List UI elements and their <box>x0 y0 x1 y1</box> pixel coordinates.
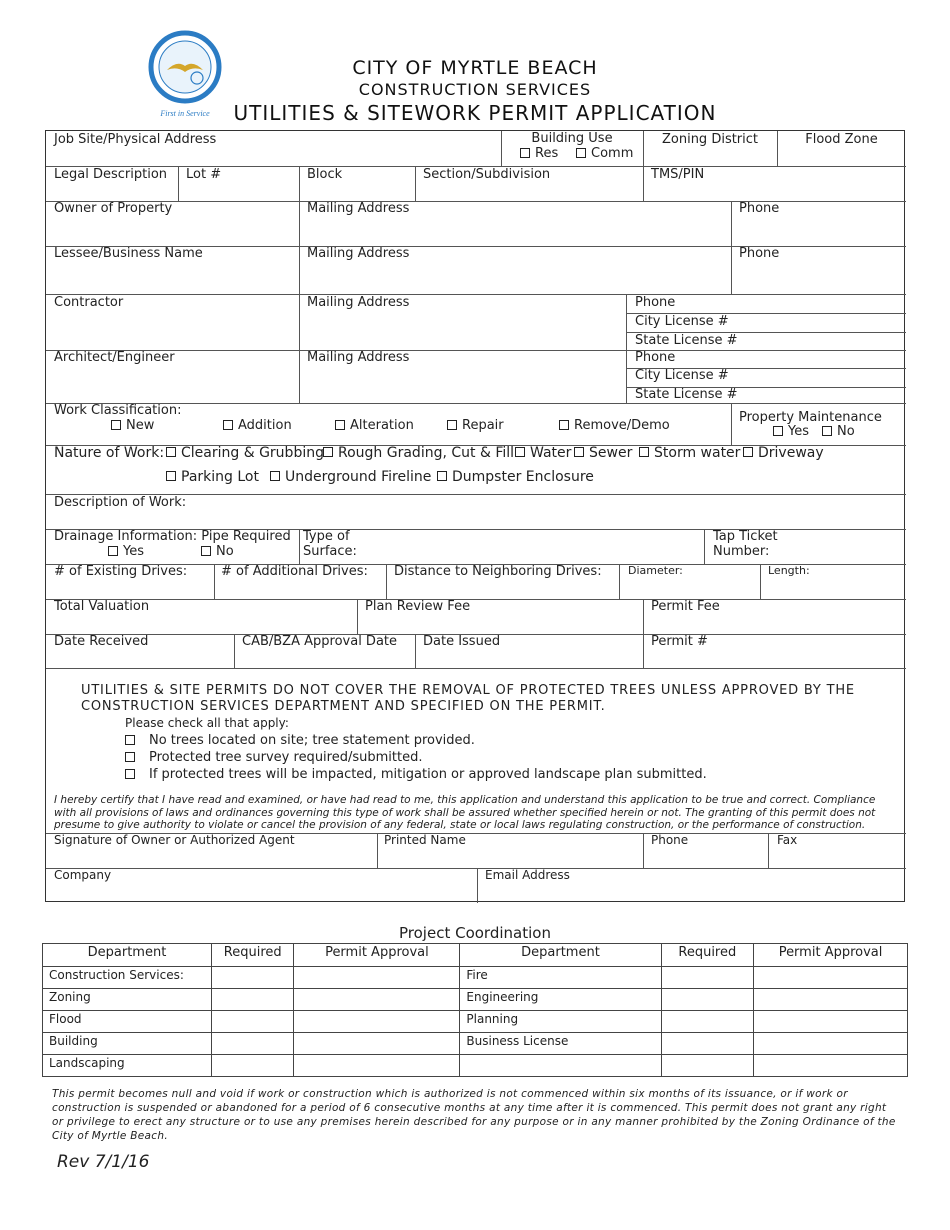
checkbox-icon <box>201 546 211 556</box>
column-header: Department <box>43 944 212 967</box>
surface-label: Surface: <box>303 544 357 559</box>
architect-city-license-label: City License # <box>635 368 729 383</box>
checkbox-icon <box>166 471 176 481</box>
building-use-label: Building Use <box>531 131 613 146</box>
checkbox-icon <box>520 148 530 158</box>
drainage-yes-label: Yes <box>123 544 144 559</box>
nw-driveway-checkbox[interactable] <box>743 446 824 461</box>
architect-state-license-label: State License # <box>635 387 738 402</box>
drainage-no-checkbox[interactable] <box>201 544 234 559</box>
column-header: Required <box>661 944 754 967</box>
checkbox-icon <box>125 752 135 762</box>
length-label: Length: <box>768 564 810 577</box>
checkbox-icon <box>576 148 586 158</box>
nw-parking-label: Parking Lot <box>181 469 259 485</box>
drainage-label: Drainage Information: Pipe Required <box>54 529 291 544</box>
required-cell[interactable] <box>211 989 293 1011</box>
checkbox-icon <box>125 735 135 745</box>
checkbox-icon <box>108 546 118 556</box>
column-header: Permit Approval <box>294 944 460 967</box>
department-cell <box>460 1055 661 1077</box>
required-cell[interactable] <box>661 989 754 1011</box>
comm-checkbox[interactable] <box>576 146 633 161</box>
contractor-phone-label: Phone <box>635 295 676 310</box>
section-label: Section/Subdivision <box>423 167 551 182</box>
project-coordination-title: Project Coordination <box>399 924 551 942</box>
architect-phone-label: Phone <box>635 350 676 365</box>
owner-phone-label: Phone <box>739 201 780 216</box>
description-label: Description of Work: <box>54 495 187 510</box>
required-cell[interactable] <box>211 1055 293 1077</box>
drainage-no-label: No <box>216 544 234 559</box>
table-row <box>43 1055 908 1077</box>
checkbox-icon <box>822 426 832 436</box>
company-label: Company <box>54 868 112 882</box>
department-cell: Fire <box>460 967 661 989</box>
additional-drives-label: # of Additional Drives: <box>221 564 368 579</box>
checkbox-icon <box>111 420 121 430</box>
owner-label: Owner of Property <box>54 201 173 216</box>
svg-text:First in Service: First in Service <box>160 109 210 118</box>
department-name: CONSTRUCTION SERVICES <box>358 80 592 99</box>
contractor-mailing-label: Mailing Address <box>307 295 410 310</box>
department-cell: Zoning <box>43 989 212 1011</box>
permit-disclaimer: This permit becomes null and void if work or construction which is authorized is not commenced within six months of its issuance, or if work or construction is suspended or abandoned for a period of 6 consecutive months at any time after it is commenced. This permit does not grant any right or privilege to erect any structure or to use any premises herein described for any purpose or in any manner prohibited by the Zoning Ordinance of the City of Myrtle Beach. <box>52 1088 896 1142</box>
lessee-mailing-label: Mailing Address <box>307 246 410 261</box>
wc-new-label: New <box>126 418 155 433</box>
checkbox-icon <box>639 447 649 457</box>
wc-alteration-checkbox[interactable] <box>335 418 414 433</box>
contractor-state-license-label: State License # <box>635 333 738 348</box>
approval-cell[interactable] <box>294 1033 460 1055</box>
pm-yes-label: Yes <box>788 424 809 439</box>
comm-label: Comm <box>591 146 634 161</box>
wc-addition-checkbox[interactable] <box>223 418 292 433</box>
job-site-label: Job Site/Physical Address <box>54 132 217 147</box>
nw-dumpster-label: Dumpster Enclosure <box>452 469 594 485</box>
checkbox-icon <box>166 447 176 457</box>
date-received-label: Date Received <box>54 634 149 649</box>
nw-rough-checkbox[interactable] <box>323 446 514 461</box>
checkbox-icon <box>335 420 345 430</box>
table-row <box>43 967 908 989</box>
checkbox-icon <box>270 471 280 481</box>
approval-cell[interactable] <box>754 967 908 989</box>
department-cell: Planning <box>460 1011 661 1033</box>
checkbox-icon <box>437 471 447 481</box>
checkbox-icon <box>323 447 333 457</box>
approval-cell[interactable] <box>754 1011 908 1033</box>
plan-review-fee-label: Plan Review Fee <box>365 599 471 614</box>
property-maintenance-label: Property Maintenance <box>739 410 882 425</box>
nw-sewer-checkbox[interactable] <box>574 446 632 461</box>
checkbox-icon <box>125 769 135 779</box>
required-cell[interactable] <box>661 1055 754 1077</box>
owner-mailing-label: Mailing Address <box>307 201 410 216</box>
checkbox-icon <box>447 420 457 430</box>
existing-drives-label: # of Existing Drives: <box>54 564 188 579</box>
wc-new-checkbox[interactable] <box>111 418 154 433</box>
certification-text: I hereby certify that I have read and examined, or have had read to me, this application and understand this application to be true and correct. Compliance with all provisions of laws and ordinances governing this type of work shall be assured whether specified herein or not. The granting of this permit does not presume to give authority to violate or cancel the provision of any federal, state or local laws regulating construction, or the performance of construction. <box>54 794 876 831</box>
approval-cell[interactable] <box>754 1033 908 1055</box>
department-cell: Landscaping <box>43 1055 212 1077</box>
wc-repair-checkbox[interactable] <box>447 418 504 433</box>
approval-cell[interactable] <box>294 1055 460 1077</box>
nw-clearing-checkbox[interactable] <box>166 446 324 461</box>
approval-cell[interactable] <box>294 989 460 1011</box>
tap-number-label: Number: <box>713 544 770 559</box>
date-issued-label: Date Issued <box>423 634 501 649</box>
pm-no-checkbox[interactable] <box>822 424 855 439</box>
signature-label: Signature of Owner or Authorized Agent <box>54 833 295 847</box>
nw-dumpster-checkbox[interactable] <box>437 470 594 485</box>
table-row <box>43 1011 908 1033</box>
required-cell[interactable] <box>211 1033 293 1055</box>
table-row <box>43 1033 908 1055</box>
nw-storm-checkbox[interactable] <box>639 446 740 461</box>
required-cell[interactable] <box>661 1011 754 1033</box>
required-cell[interactable] <box>211 1011 293 1033</box>
lot-label: Lot # <box>186 167 222 182</box>
tree-option-3-label: If protected trees will be impacted, mitigation or approved landscape plan submitted. <box>149 767 707 782</box>
checkbox-icon <box>559 420 569 430</box>
wc-addition-label: Addition <box>238 418 292 433</box>
permit-number-label: Permit # <box>651 634 708 649</box>
wc-repair-label: Repair <box>462 418 504 433</box>
column-header: Permit Approval <box>754 944 908 967</box>
legal-description-label: Legal Description <box>54 167 168 182</box>
required-cell[interactable] <box>661 1033 754 1055</box>
nw-fireline-checkbox[interactable] <box>270 470 431 485</box>
nw-driveway-label: Driveway <box>758 445 824 461</box>
column-header: Department <box>460 944 661 967</box>
total-valuation-label: Total Valuation <box>54 599 150 614</box>
checkbox-icon <box>515 447 525 457</box>
distance-label: Distance to Neighboring Drives: <box>394 564 602 579</box>
application-form <box>45 130 905 902</box>
flood-zone-label: Flood Zone <box>805 132 878 147</box>
checkbox-icon <box>574 447 584 457</box>
type-of-label: Type of <box>303 529 350 544</box>
tree-option-1[interactable] <box>125 733 475 748</box>
checkbox-icon <box>223 420 233 430</box>
fax-label: Fax <box>777 833 798 847</box>
form-title: UTILITIES & SITEWORK PERMIT APPLICATION <box>233 101 717 125</box>
nw-parking-checkbox[interactable] <box>166 470 259 485</box>
wc-alteration-label: Alteration <box>350 418 414 433</box>
approval-cell[interactable] <box>294 1011 460 1033</box>
nw-water-label: Water <box>530 445 572 461</box>
tap-ticket-label: Tap Ticket <box>713 529 778 544</box>
nw-fireline-label: Underground Fireline <box>285 469 432 485</box>
nw-rough-label: Rough Grading, Cut & Fill <box>338 445 515 461</box>
nw-storm-label: Storm water <box>654 445 741 461</box>
department-cell: Flood <box>43 1011 212 1033</box>
pm-yes-checkbox[interactable] <box>773 424 809 439</box>
wc-remove-checkbox[interactable] <box>559 418 670 433</box>
pm-no-label: No <box>837 424 855 439</box>
signature-phone-label: Phone <box>651 833 689 847</box>
cab-bza-label: CAB/BZA Approval Date <box>242 634 398 649</box>
tree-option-3[interactable] <box>125 767 707 782</box>
nw-sewer-label: Sewer <box>589 445 633 461</box>
nw-water-checkbox[interactable] <box>515 446 571 461</box>
block-label: Block <box>307 167 343 182</box>
table-header-row <box>43 944 908 967</box>
trees-notice: UTILITIES & SITE PERMITS DO NOT COVER THE REMOVAL OF PROTECTED TREES UNLESS APPROVED BY THE CONSTRUCTION SERVICES DEPARTMENT AND SPECIFIED ON THE PERMIT. <box>81 683 855 714</box>
required-cell[interactable] <box>661 967 754 989</box>
department-cell: Construction Services: <box>43 967 212 989</box>
department-cell: Building <box>43 1033 212 1055</box>
tree-option-1-label: No trees located on site; tree statement provided. <box>149 733 475 748</box>
approval-cell[interactable] <box>754 1055 908 1077</box>
please-check-label: Please check all that apply: <box>125 716 289 730</box>
diameter-label: Diameter: <box>628 564 683 577</box>
architect-label: Architect/Engineer <box>54 350 175 365</box>
work-classification-label: Work Classification: <box>54 403 182 418</box>
email-label: Email Address <box>485 868 570 882</box>
checkbox-icon <box>773 426 783 436</box>
tree-option-2[interactable] <box>125 750 422 765</box>
approval-cell[interactable] <box>754 989 908 1011</box>
revision-label: Rev 7/1/16 <box>57 1152 150 1172</box>
checkbox-icon <box>743 447 753 457</box>
contractor-label: Contractor <box>54 295 124 310</box>
column-header: Required <box>211 944 293 967</box>
zoning-district-label: Zoning District <box>661 132 759 147</box>
tms-label: TMS/PIN <box>651 167 705 182</box>
wc-remove-label: Remove/Demo <box>574 418 670 433</box>
permit-fee-label: Permit Fee <box>651 599 720 614</box>
approval-cell[interactable] <box>294 967 460 989</box>
nature-of-work-label: Nature of Work: <box>54 445 165 461</box>
nw-clearing-label: Clearing & Grubbing <box>181 445 324 461</box>
tree-option-2-label: Protected tree survey required/submitted. <box>149 750 423 765</box>
city-name: CITY OF MYRTLE BEACH <box>352 57 598 79</box>
printed-name-label: Printed Name <box>384 833 466 847</box>
contractor-city-license-label: City License # <box>635 314 729 329</box>
lessee-label: Lessee/Business Name <box>54 246 203 261</box>
table-row <box>43 989 908 1011</box>
department-cell: Business License <box>460 1033 661 1055</box>
architect-mailing-label: Mailing Address <box>307 350 410 365</box>
department-cell: Engineering <box>460 989 661 1011</box>
res-checkbox[interactable] <box>520 146 558 161</box>
res-label: Res <box>535 146 559 161</box>
drainage-yes-checkbox[interactable] <box>108 544 144 559</box>
lessee-phone-label: Phone <box>739 246 780 261</box>
project-coordination-table <box>42 943 908 1077</box>
required-cell[interactable] <box>211 967 293 989</box>
